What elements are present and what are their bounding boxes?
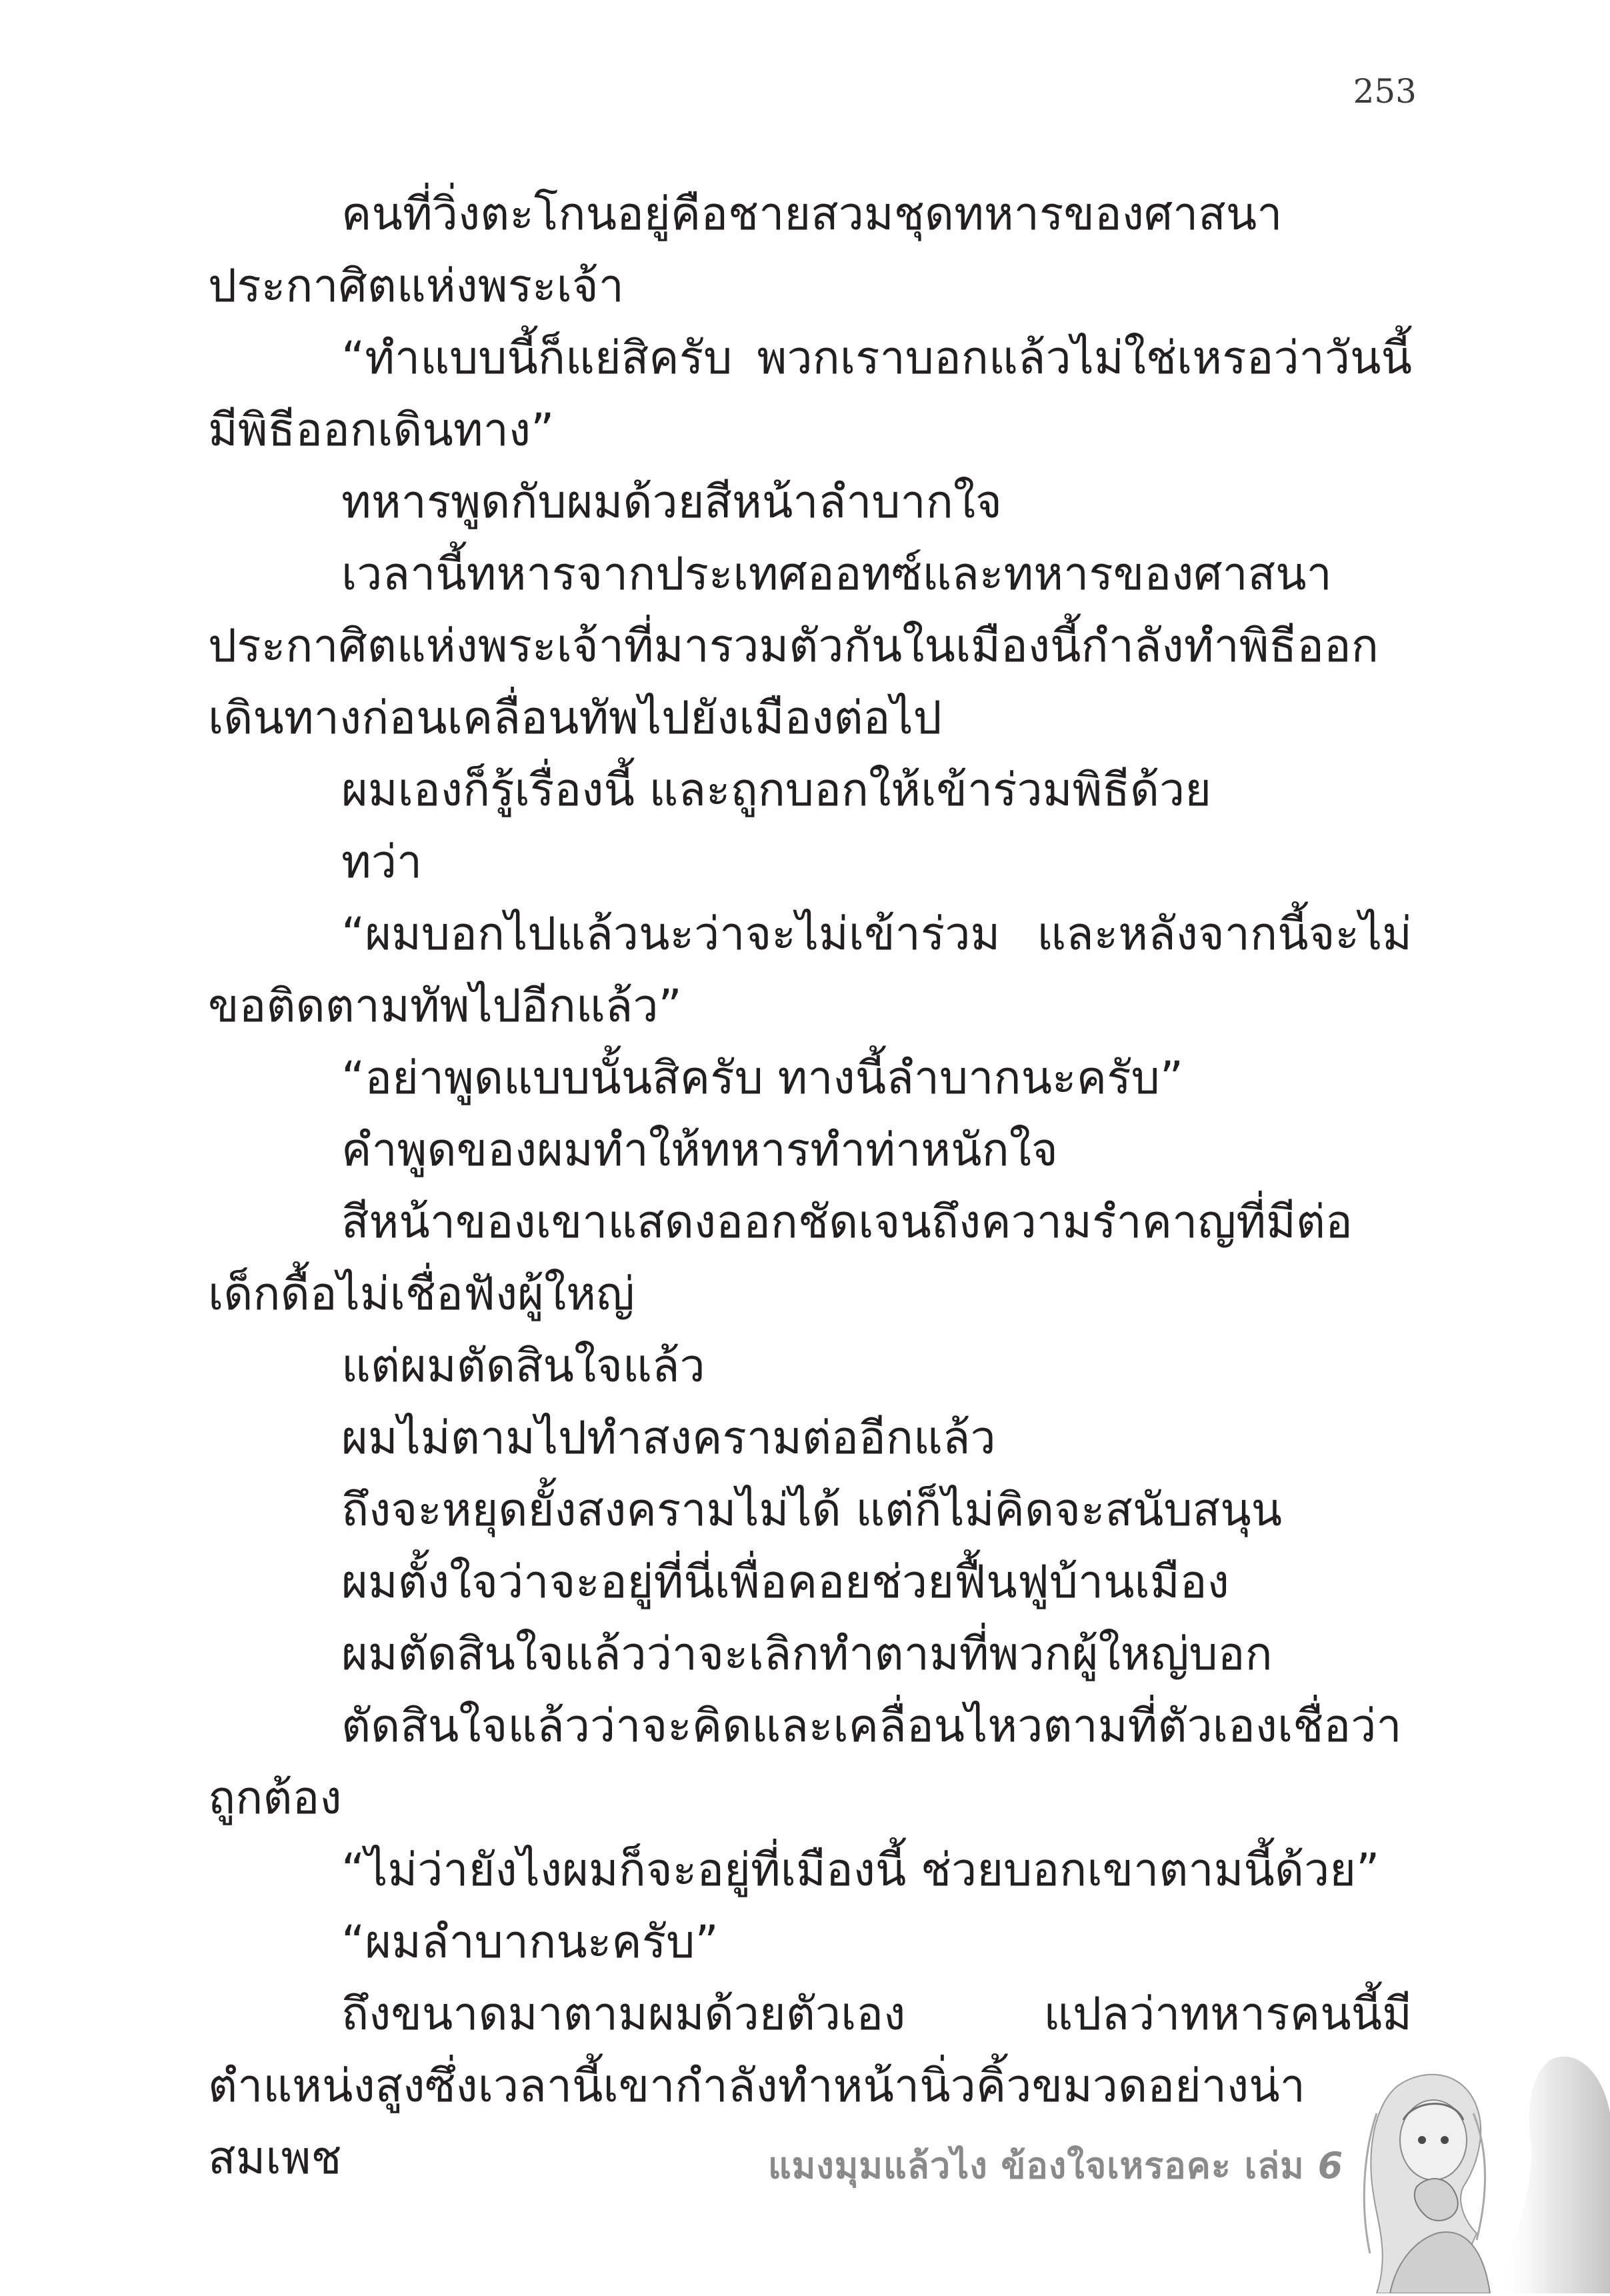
paragraph: คนที่วิ่งตะโกนอยู่คือชายสวมชุดทหารของศาสนาประกาศิตแห่งพระเจ้า bbox=[208, 188, 1283, 313]
paragraph: “ผมลำบากนะครับ” bbox=[341, 1916, 719, 1969]
paragraph: ทหารพูดกับผมด้วยสีหน้าลำบากใจ bbox=[341, 476, 1002, 529]
paragraph: สีหน้าของเขาแสดงออกชัดเจนถึงความรำคาญที่มีต่อเด็กดื้อไม่เชื่อฟังผู้ใหญ่ bbox=[208, 1196, 1353, 1321]
paragraph: ทว่า bbox=[341, 836, 423, 889]
paragraph: “ไม่ว่ายังไงผมก็จะอยู่ที่เมืองนี้ ช่วยบอกเขาตามนี้ด้วย” bbox=[341, 1844, 1380, 1897]
paragraph: ถึงจะหยุดยั้งสงครามไม่ได้ แต่ก็ไม่คิดจะสนับสนุน bbox=[341, 1484, 1283, 1537]
paragraph: “ทำแบบนี้ก็แย่สิครับ พวกเราบอกแล้วไม่ใช่เหรอว่าวันนี้มีพิธีออกเดินทาง” bbox=[208, 332, 1412, 457]
paragraph: ถึงขนาดมาตามผมด้วยตัวเอง แปลว่าทหารคนนี้มีตำแหน่งสูงซึ่งเวลานี้เขากำลังทำหน้านิ่วคิ้วขมวดอย่างน่าสมเพช bbox=[208, 1988, 1412, 2185]
paragraph: ผมเองก็รู้เรื่องนี้ และถูกบอกให้เข้าร่วมพิธีด้วย bbox=[341, 764, 1212, 817]
page-number: 253 bbox=[1353, 72, 1417, 111]
footer-volume-number: 6 bbox=[1317, 2145, 1344, 2187]
paragraph: เวลานี้ทหารจากประเทศออทซ์และทหารของศาสนาประกาศิตแห่งพระเจ้าที่มารวมตัวกันในเมืองนี้กำลังทำพิธีออกเดินทางก่อนเคลื่อนทัพไปยังเมืองต่อไป bbox=[208, 548, 1379, 745]
paragraph: ผมตั้งใจว่าจะอยู่ที่นี่เพื่อคอยช่วยฟื้นฟูบ้านเมือง bbox=[341, 1556, 1229, 1609]
footer-book-title bbox=[768, 2137, 1343, 2194]
body-text bbox=[208, 179, 1412, 2195]
illustration-icon bbox=[1297, 2033, 1610, 2293]
paragraph: “ผมบอกไปแล้วนะว่าจะไม่เข้าร่วม และหลังจากนี้จะไม่ขอติดตามทัพไปอีกแล้ว” bbox=[208, 908, 1412, 1033]
paragraph: “อย่าพูดแบบนั้นสิครับ ทางนี้ลำบากนะครับ” bbox=[341, 1052, 1183, 1105]
paragraph: ผมตัดสินใจแล้วว่าจะเลิกทำตามที่พวกผู้ใหญ่บอก bbox=[341, 1628, 1273, 1681]
paragraph: ผมไม่ตามไปทำสงครามต่ออีกแล้ว bbox=[341, 1412, 996, 1465]
footer-title-text: แมงมุมแล้วไง ข้องใจเหรอคะ เล่ม bbox=[768, 2145, 1318, 2187]
paragraph: ตัดสินใจแล้วว่าจะคิดและเคลื่อนไหวตามที่ตัวเองเชื่อว่าถูกต้อง bbox=[208, 1700, 1402, 1825]
paragraph: แต่ผมตัดสินใจแล้ว bbox=[341, 1340, 705, 1393]
paragraph: คำพูดของผมทำให้ทหารทำท่าหนักใจ bbox=[341, 1124, 1058, 1177]
